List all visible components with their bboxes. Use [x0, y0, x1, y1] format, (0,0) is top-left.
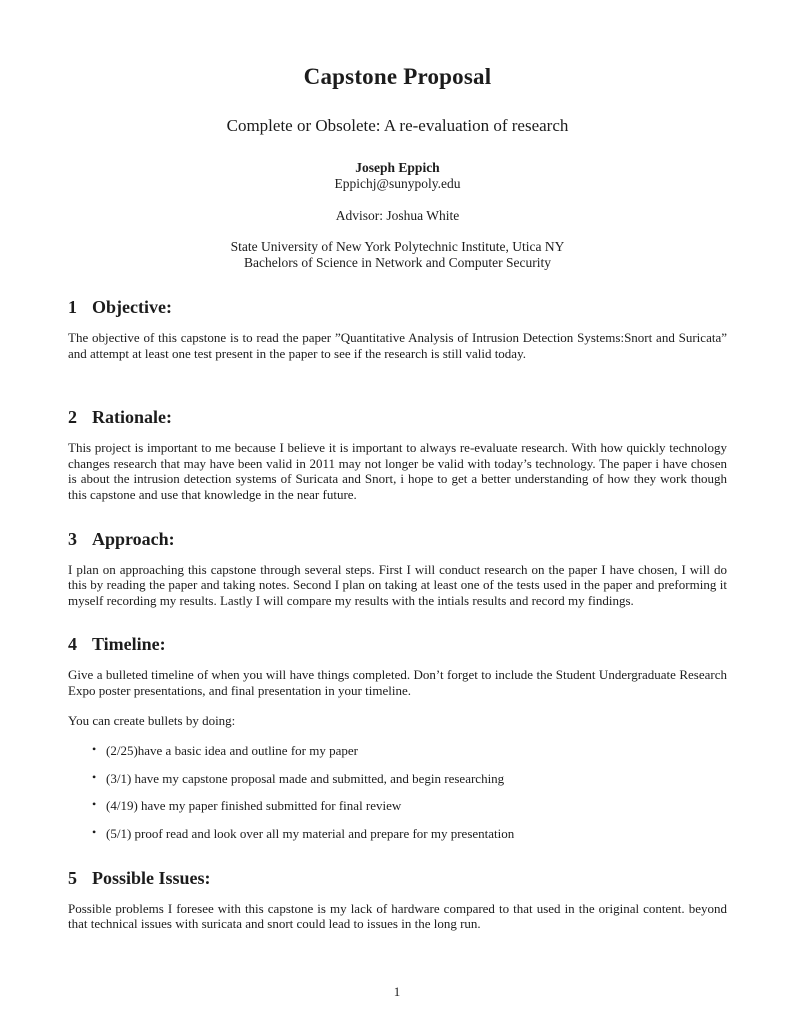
page-number: 1 [393, 984, 401, 999]
bullet-icon: • [92, 769, 97, 784]
bullet-text: (5/1) proof read and look over all my material and prepare for my presentation [106, 825, 515, 841]
section-heading [68, 529, 727, 550]
section-paragraph: Give a bulleted timeline of when you will have things completed. Don’t forget to include the Student Undergraduate Research Expo poster presentations, and final presentation in your timeline. [68, 667, 727, 698]
bullet-item [92, 771, 727, 787]
section-paragraph: I plan on approaching this capstone through several steps. First I will conduct research on the paper I have chosen, I will do this by reading the paper and taking notes. Second I plan on taking at least one of the tests used in the paper and preforming it myself recording my results. Lastly I will compare my results with the intials results and record my findings. [68, 561, 727, 608]
bullet-item [92, 826, 727, 842]
bullet-icon: • [92, 742, 97, 757]
document-subtitle: Complete or Obsolete: A re-evaluation of research [226, 116, 569, 135]
bullet-icon: • [92, 797, 97, 812]
bullet-text: (2/25)have a basic idea and outline for my paper [106, 743, 358, 759]
section-objective [68, 297, 727, 361]
institution-line-2: Bachelors of Science in Network and Computer Security [243, 255, 552, 270]
author-name: Joseph Eppich [355, 160, 440, 175]
section-number: 2 [68, 407, 77, 428]
section-timeline [68, 634, 727, 841]
section-number: 1 [68, 297, 77, 317]
section-paragraph: Possible problems I foresee with this capstone is my lack of hardware compared to that used in the original content. beyond that technical issues with suricata and snort could lead to issues in the long run. [68, 900, 727, 932]
advisor-line: Advisor: Joshua White [335, 208, 460, 223]
section-heading-label: Rationale: [92, 407, 172, 428]
section-paragraph: This project is important to me because I believe it is important to always re-evaluate research. With how quickly technology changes research that may have been valid in 2011 may not longer be valid with today’s technology. The paper i have chosen is about the intrusion detection systems of Suricata and Snort, i hope to get a better understanding of how they work though this capstone and use that knowledge in the near future. [68, 440, 727, 502]
section-heading-label: Objective: [92, 297, 172, 317]
section-number: 3 [68, 528, 77, 549]
institution-line-1: State University of New York Polytechnic Institute, Utica NY [230, 239, 565, 254]
section-heading-label: Approach: [92, 528, 175, 549]
bullet-item [92, 798, 727, 814]
section-possible-issues [68, 868, 727, 932]
author-email: Eppichj@sunypoly.edu [334, 176, 461, 191]
section-number: 4 [68, 634, 77, 655]
section-rationale [68, 407, 727, 502]
section-heading-label: Timeline: [92, 634, 166, 655]
bullet-text: (3/1) have my capstone proposal made and submitted, and begin researching [106, 770, 505, 786]
section-paragraph: You can create bullets by doing: [68, 712, 236, 728]
section-heading [68, 297, 727, 318]
document-title: Capstone Proposal [303, 64, 492, 89]
section-heading [68, 407, 727, 428]
section-number: 5 [68, 867, 77, 888]
bullet-icon: • [92, 824, 97, 839]
timeline-bullet-list [92, 743, 727, 841]
bullet-item [92, 743, 727, 759]
section-heading [68, 868, 727, 889]
section-heading [68, 634, 727, 655]
section-heading-label: Possible Issues: [92, 867, 211, 888]
section-paragraph: The objective of this capstone is to read the paper ”Quantitative Analysis of Intrusion Detection Systems:Snort and Suricata” and attempt at least one test present in the paper to see if the research is still valid today. [68, 330, 727, 361]
section-approach [68, 529, 727, 609]
bullet-text: (4/19) have my paper finished submitted for final review [106, 798, 402, 814]
